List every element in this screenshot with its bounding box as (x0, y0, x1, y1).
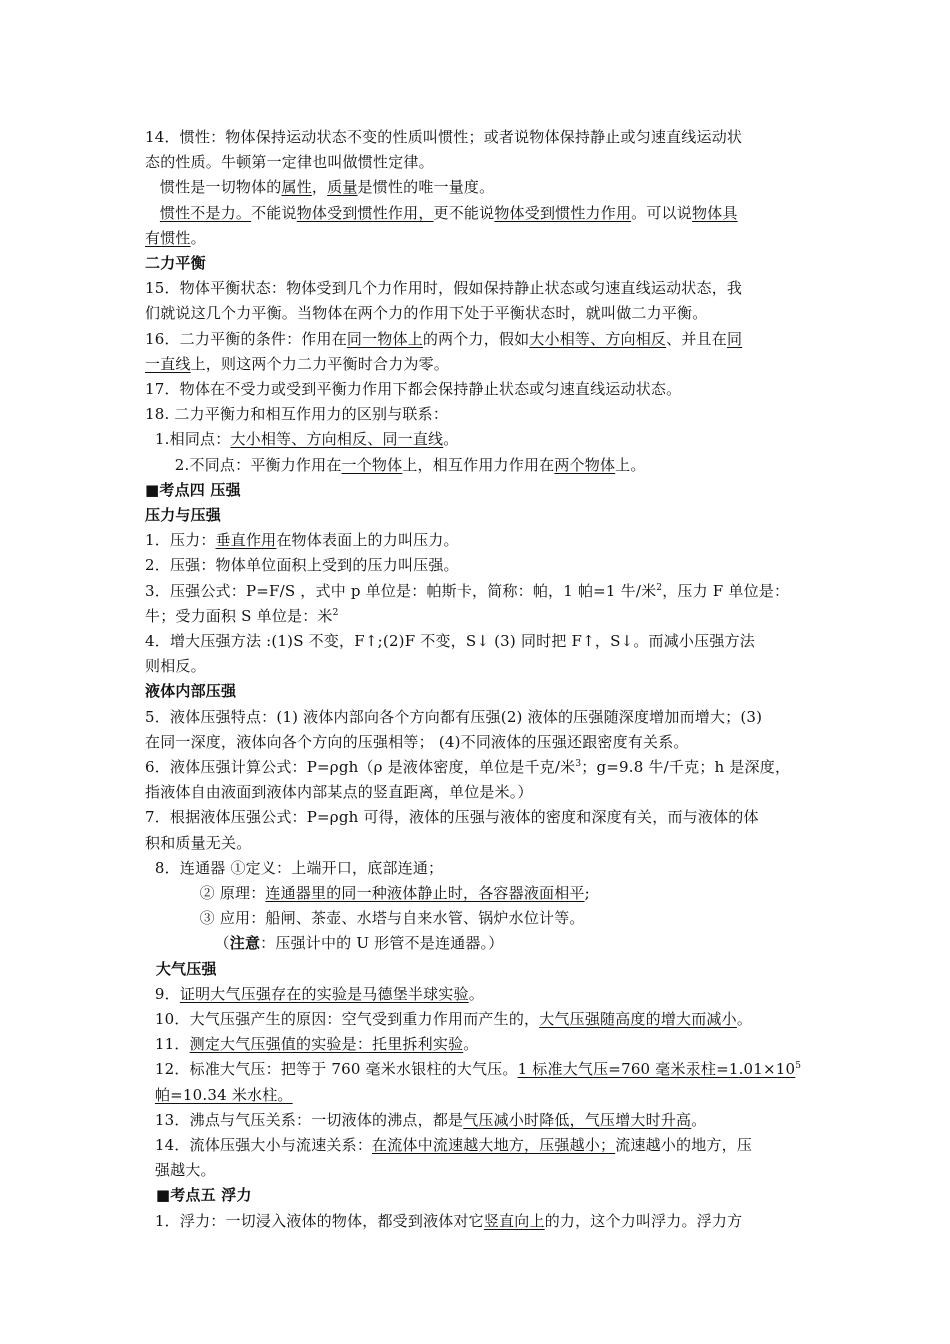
text-segment: 态的性质。牛顿第一定律也叫做惯性定律。 (145, 153, 434, 172)
text-line (145, 1057, 801, 1081)
text-segment: 14．流体压强大小与流速关系： (145, 1136, 373, 1154)
text-segment: 上，则这两个力二力平衡时合力为零。 (190, 354, 450, 373)
underlined-text: 连通器里的同一种液体静止时，各容器液面相平 (265, 884, 585, 902)
text-line (145, 805, 759, 829)
underlined-text: 一个物体 (341, 455, 403, 474)
text-segment: 11． (145, 1035, 190, 1054)
text-line (145, 679, 236, 703)
text-line (145, 301, 707, 325)
text-segment: 2.不同点：平衡力作用在 (145, 455, 342, 474)
text-line (145, 730, 689, 754)
text-line (145, 453, 646, 477)
underlined-text: 在流体中流速越大地方，压强越小； (372, 1136, 616, 1154)
underlined-text: 竖直向上 (483, 1211, 545, 1230)
heading-text: 压力与压强 (145, 506, 222, 524)
underlined-text: 同 (726, 329, 743, 348)
underlined-text: 属性 (281, 178, 312, 197)
text-segment: 12．标准大气压：把等于 760 毫米水银柱的大气压。 (145, 1060, 518, 1079)
text-segment: 2 (332, 607, 339, 618)
text-segment: 9． (145, 984, 180, 1003)
text-line (145, 201, 738, 225)
text-segment: ，压力 F 单位是： (662, 581, 790, 600)
text-line (145, 931, 503, 955)
text-segment: 指液体自由液面到液体内部某点的竖直距离，单位是米。） (145, 783, 533, 802)
text-line (145, 1108, 706, 1132)
text-segment: 。 (468, 984, 484, 1003)
text-line (145, 478, 241, 502)
text-segment: 1.相同点： (145, 430, 231, 449)
text-segment: 5．液体压强特点：(1) 液体内部向各个方向都有压强(2) 液体的压强随深度增加而增大；(3) (145, 707, 763, 726)
text-segment: 16．二力平衡的条件：作用在 (145, 329, 347, 348)
text-line (145, 1158, 216, 1182)
text-line (145, 327, 742, 351)
text-segment: 。 (691, 1110, 707, 1129)
text-segment: 的力，这个力叫浮力。浮力方 (544, 1211, 743, 1230)
text-line (145, 1007, 752, 1031)
underlined-text: 大小相等、方向相反 (529, 329, 667, 348)
text-line (145, 503, 221, 527)
text-line (145, 780, 533, 804)
text-line (145, 629, 755, 653)
text-segment: 。 (443, 430, 459, 449)
text-line (145, 553, 459, 577)
text-segment: 2．压强：物体单位面积上受到的压力叫压强。 (145, 556, 459, 575)
text-segment (145, 204, 160, 222)
underlined-text: 大小相等、方向相反、同一直线 (230, 430, 444, 449)
heading-text: ■考点五 浮力 (145, 1186, 252, 1205)
text-segment: 3．压强公式：P=F/S ，式中 p 单位是：帕斯卡，简称：帕，1 帕=1 牛/米 (145, 581, 657, 600)
text-segment: 7．根据液体压强公式：P=ρgh 可得，液体的压强与液体的密度和深度有关，而与液体的体 (145, 808, 759, 827)
text-segment: 上。 (615, 455, 646, 474)
text-segment: 13．沸点与气压关系：一切液体的沸点，都是 (145, 1110, 464, 1129)
text-segment: 14．惯性：物体保持运动状态不变的性质叫惯性；或者说物体保持静止或匀速直线运动状 (145, 128, 743, 146)
text-segment: （ (145, 934, 230, 953)
text-segment: 5 (795, 1061, 802, 1072)
text-line (145, 402, 448, 426)
text-segment: 牛；受力面积 S 单位是：米 (145, 606, 333, 625)
underlined-text: 垂直作用 (215, 531, 277, 550)
text-segment: ③ 应用：船闸、茶壶、水塔与自来水管、锅炉水位计等。 (145, 909, 585, 928)
text-line (145, 528, 459, 552)
underlined-text: 同一物体上 (346, 329, 423, 348)
heading-text: 大气压强 (145, 959, 217, 978)
text-line (145, 906, 585, 930)
text-segment: 上，相互作用力作用在 (402, 455, 555, 474)
text-line (145, 604, 339, 628)
underlined-text: 测定大气压强值的实验是：托里拆利实验 (189, 1035, 464, 1054)
text-segment: 8．连通器 ①定义：上端开口，底部连通； (145, 858, 444, 877)
text-segment: 不能说 (251, 203, 297, 222)
text-line (145, 982, 484, 1006)
heading-text: 液体内部压强 (145, 682, 237, 701)
text-segment: 强越大。 (145, 1161, 216, 1180)
text-segment: 2 (656, 582, 663, 593)
text-segment: 17．物体在不受力或受到平衡力作用下都会保持静止状态或匀速直线运动状态。 (145, 380, 682, 398)
text-segment: 。可以说 (631, 203, 692, 222)
underlined-text: 一直线 (145, 354, 191, 373)
text-line (145, 377, 681, 401)
text-line (145, 150, 434, 174)
text-segment: 们就说这几个力平衡。当物体在两个力的作用下处于平衡状态时，就叫做二力平衡。 (145, 304, 708, 323)
text-segment: 的两个力，假如 (422, 329, 530, 348)
text-line (145, 881, 590, 905)
text-segment: 3 (575, 759, 582, 769)
underlined-text: 有惯性 (145, 228, 191, 247)
text-segment: ; (584, 884, 590, 902)
heading-text: 二力平衡 (145, 254, 206, 272)
text-line (145, 1032, 478, 1056)
text-segment: 积和质量无关。 (145, 833, 252, 852)
text-line (145, 251, 206, 275)
text-segment: ② 原理： (145, 884, 266, 902)
text-segment: 是惯性的唯一量度。 (357, 178, 495, 197)
text-line (145, 957, 217, 981)
heading-text: 注意 (229, 934, 261, 953)
text-segment: 则相反。 (145, 657, 206, 676)
text-line (145, 755, 790, 779)
text-segment: 在物体表面上的力叫压力。 (276, 531, 459, 550)
text-line (145, 352, 449, 376)
text-segment: 。 (463, 1035, 479, 1054)
text-segment: 、并且在 (666, 329, 727, 348)
text-segment: 10．大气压强产生的原因：空气受到重力作用而产生的， (145, 1010, 540, 1028)
text-segment: 6．液体压强计算公式：P=ρgh（ρ 是液体密度，单位是千克/米 (145, 758, 576, 776)
text-line (145, 1183, 252, 1207)
text-segment: 1．压力： (145, 531, 216, 550)
text-line (145, 1083, 293, 1107)
text-line (145, 1209, 742, 1233)
text-segment: 更不能说 (433, 203, 495, 222)
text-segment: ：压强计中的 U 形管不是连通器。） (260, 934, 504, 953)
underlined-text: 两个物体 (554, 455, 616, 474)
underlined-text: 帕=10.34 米水柱。 (154, 1085, 293, 1104)
underlined-text: 物体具 (691, 203, 738, 222)
heading-text: ■考点四 压强 (145, 480, 241, 499)
text-segment: 在同一深度，液体向各个方向的压强相等； (4)不同液体的压强还跟密度有关系。 (145, 732, 689, 751)
text-segment: 惯性是一切物体的 (145, 178, 282, 197)
underlined-text: 质量 (327, 178, 358, 197)
underlined-text: 惯性不是力。 (159, 203, 252, 222)
text-segment: 流速越小的地方，压 (615, 1136, 753, 1154)
text-segment: ；g=9.8 牛/千克；h 是深度， (581, 758, 791, 776)
text-segment: 1．浮力：一切浸入液体的物体，都受到液体对它 (145, 1211, 484, 1230)
underlined-text: 大气压强随高度的增大而减小 (539, 1010, 737, 1028)
text-segment: 15．物体平衡状态：物体受到几个力作用时，假如保持静止状态或匀速直线运动状态，我 (145, 279, 743, 298)
text-segment: 18. 二力平衡力和相互作用力的区别与联系： (145, 405, 449, 424)
underlined-text: 气压减小时降低，气压增大时升高 (463, 1110, 692, 1129)
text-segment: 。 (190, 228, 206, 247)
text-segment: 4．增大压强方法 :(1)S 不变，F↑;(2)F 不变，S↓ (3) 同时把 F↑，S↓。而减小压强方法 (145, 632, 755, 650)
text-line (145, 856, 443, 880)
text-segment: 。 (736, 1010, 753, 1028)
text-line (145, 579, 789, 603)
text-line (145, 654, 206, 678)
underlined-text: 物体受到惯性作用， (296, 203, 434, 222)
text-line (145, 276, 742, 300)
text-line (145, 226, 206, 250)
underlined-text: 物体受到惯性力作用 (494, 203, 632, 222)
text-line (145, 705, 762, 729)
text-line (145, 427, 458, 451)
text-line (145, 1133, 752, 1157)
text-line (145, 831, 251, 855)
text-line (145, 175, 494, 199)
text-segment (145, 1086, 155, 1104)
underlined-text: 1 标准大气压=760 毫米汞柱=1.01×10 (517, 1060, 796, 1079)
text-segment: ， (311, 178, 328, 197)
underlined-text: 证明大气压强存在的实验是马德堡半球实验 (179, 984, 469, 1003)
text-line (145, 125, 742, 149)
